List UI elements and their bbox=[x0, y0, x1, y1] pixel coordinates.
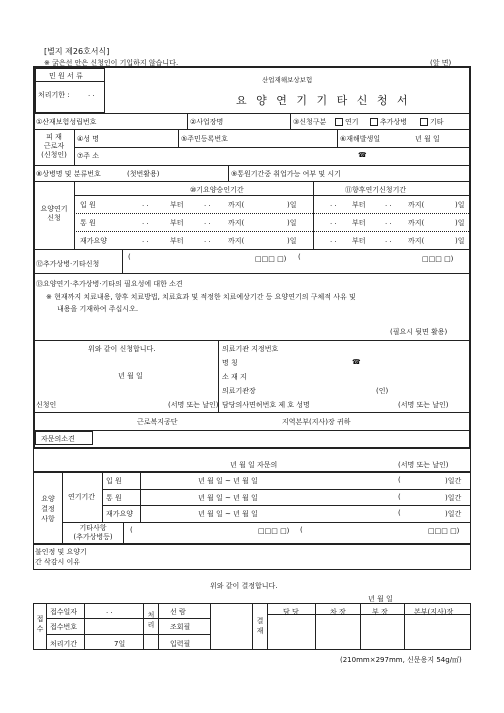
form-title: 요 양 연 기 기 타 신 청 서 bbox=[236, 94, 411, 107]
recipient-org: 근로복지공단 bbox=[137, 418, 178, 426]
decision-row-period: 년 월 일 ~ 년 월 일 bbox=[198, 494, 258, 502]
field-application-type: ③신청구분 bbox=[293, 118, 327, 126]
extension-section-label: 요양연기 신청 bbox=[40, 205, 68, 222]
decision-period-label: 연기기간 bbox=[68, 493, 96, 501]
option-additional[interactable]: 추가상병 bbox=[368, 117, 407, 127]
advisory-date: 년 월 일 자문의 bbox=[230, 461, 278, 469]
inst-address: 소 재 지 bbox=[222, 373, 247, 381]
checkbox-icon bbox=[420, 118, 428, 126]
extension-row-label: 입 원 bbox=[80, 201, 96, 209]
field-workplace-name: ②사업장명 bbox=[190, 118, 224, 126]
requested-from-unit: 부터 bbox=[352, 201, 366, 209]
field-name: ④성 명 bbox=[77, 135, 100, 143]
route-label: 선 람 bbox=[170, 608, 186, 616]
necessity-desc-2: 내용을 기재하여 주십시오. bbox=[57, 305, 139, 313]
additional-entry-1: ( bbox=[128, 253, 131, 261]
approved-from-date: . . bbox=[142, 236, 149, 244]
side-label: (앞 면) bbox=[430, 59, 452, 67]
accident-date-value: 년 월 일 bbox=[415, 135, 440, 143]
rejection-box bbox=[33, 544, 471, 570]
approval-label: 결 재 bbox=[256, 617, 264, 635]
approval-col-4: 본부(지사)장 bbox=[414, 608, 454, 616]
decision-other-code-2: □□□ □) bbox=[428, 527, 460, 535]
requested-days: )일 bbox=[455, 201, 465, 209]
paper-size-note: (210mm×297mm, 신문용지 54g/㎡) bbox=[340, 656, 462, 664]
deadline-label: 처리기한 : bbox=[38, 91, 70, 99]
input-label: 입력필 bbox=[170, 640, 191, 648]
receipt-period-label: 처리기간 bbox=[50, 640, 78, 648]
field-necessity: ⑬요양연기·추가상병·기타의 필요성에 대한 소견 bbox=[36, 280, 183, 288]
decision-other-2: ( bbox=[300, 526, 303, 534]
checkbox-icon bbox=[335, 118, 343, 126]
approved-from-unit: 부터 bbox=[170, 237, 184, 245]
requested-days: )일 bbox=[455, 219, 465, 227]
recipient-title: 지역본부(지사)장 귀하 bbox=[282, 418, 351, 426]
applicant-label: 신청인 bbox=[36, 401, 57, 409]
final-statement: 위와 같이 결정합니다. bbox=[210, 582, 278, 590]
header-note: ※ 굵은선 안은 신청인이 기입하지 않습니다. bbox=[44, 59, 179, 67]
approved-from-date: . . bbox=[142, 218, 149, 226]
field-work-possible: ⑨통원기간중 취업가능 여부 및 시기 bbox=[231, 170, 341, 178]
decision-row-period: 년 월 일 ~ 년 월 일 bbox=[198, 510, 258, 518]
review-label: 조회필 bbox=[170, 623, 191, 631]
extension-row-label: 통 원 bbox=[80, 219, 96, 227]
receipt-period-value: 7일 bbox=[114, 640, 126, 648]
extension-row-label: 재가요양 bbox=[80, 237, 108, 245]
decision-other-1: ( bbox=[130, 526, 133, 534]
advisory-sign: (서명 또는 날인) bbox=[398, 461, 449, 469]
form-number: [별지 제26호서식] bbox=[44, 47, 110, 56]
option-extension[interactable]: 연기 bbox=[333, 117, 359, 127]
doctor-license: 담당의사면허번호 제 호 성명 bbox=[222, 401, 310, 409]
approved-days: )일 bbox=[287, 237, 297, 245]
requested-period-header: ⑪향후연기신청기간 bbox=[345, 186, 407, 194]
inst-name: 명 칭 bbox=[222, 359, 238, 367]
field-insurance-no: ①산재보험성립번호 bbox=[36, 118, 97, 126]
phone-icon: ☎ bbox=[358, 151, 367, 159]
requested-days: )일 bbox=[455, 237, 465, 245]
form-subtitle: 산업재해보상보험 bbox=[262, 76, 313, 84]
requested-to-date: . . bbox=[385, 236, 392, 244]
inst-director: 의료기관장 bbox=[222, 387, 256, 395]
decision-row-label: 통 원 bbox=[106, 494, 122, 502]
approved-days: )일 bbox=[287, 219, 297, 227]
necessity-desc-1: ※ 현재까지 치료내용, 향후 치료방법, 치료효과 및 적정한 치료예상기간 등 요양연기의 구체적 사유 및 bbox=[46, 293, 356, 301]
requested-to-unit: 까지( bbox=[408, 237, 425, 245]
applicant-sign: (서명 또는 날인) bbox=[168, 401, 219, 409]
receipt-date-label: 접수일자 bbox=[50, 608, 78, 616]
decision-other-code-1: □□□ □) bbox=[258, 527, 290, 535]
decision-row-days-unit: )일간 bbox=[445, 477, 462, 485]
process-label: 처 리 bbox=[147, 611, 155, 629]
deadline-value: . . bbox=[88, 90, 95, 98]
decision-row-days-unit: )일간 bbox=[445, 510, 462, 518]
approved-days: )일 bbox=[287, 201, 297, 209]
director-seal: (인) bbox=[376, 387, 389, 395]
decision-other-label: 기타사항 (추가상병등) bbox=[73, 524, 113, 541]
rejection-label: 불인정 및 요양기 간 삭감시 이유 bbox=[35, 548, 87, 566]
injury-note: (첫번활용) bbox=[127, 170, 160, 178]
approved-period-header: ⑩기요양승인기간 bbox=[190, 186, 244, 194]
field-accident-date: ⑥재해발생일 bbox=[340, 135, 381, 143]
decision-row-days: ( bbox=[398, 476, 401, 484]
approved-from-unit: 부터 bbox=[170, 201, 184, 209]
worker-section-label: 피 재 근로자 (신청인) bbox=[41, 133, 67, 159]
approved-to-unit: 까지( bbox=[228, 219, 245, 227]
approval-col-1: 담 당 bbox=[283, 608, 299, 616]
requested-from-date: . . bbox=[330, 218, 337, 226]
receipt-date-value: . . bbox=[106, 607, 113, 615]
requested-from-date: . . bbox=[330, 236, 337, 244]
receipt-section-label: 접 수 bbox=[36, 615, 44, 633]
civil-doc-label: 민 원 서 류 bbox=[49, 72, 83, 80]
inst-number: 의료기관 지정번호 bbox=[222, 345, 279, 353]
approved-to-unit: 까지( bbox=[228, 201, 245, 209]
approval-col-3: 부 장 bbox=[372, 608, 388, 616]
approved-from-date: . . bbox=[142, 200, 149, 208]
apply-date: 년 월 일 bbox=[118, 372, 143, 380]
approved-to-date: . . bbox=[204, 236, 211, 244]
final-date: 년 월 일 bbox=[368, 595, 393, 603]
requested-from-unit: 부터 bbox=[352, 237, 366, 245]
decision-row-period: 년 월 일 ~ 년 월 일 bbox=[198, 477, 258, 485]
approval-col-2: 차 장 bbox=[330, 608, 346, 616]
checkbox-icon bbox=[370, 118, 378, 126]
decision-row-label: 재가요양 bbox=[106, 510, 134, 518]
receipt-number-label: 접수번호 bbox=[50, 623, 78, 631]
field-address: ⑦주 소 bbox=[77, 152, 100, 160]
additional-entry-2: ( bbox=[298, 253, 301, 261]
apply-statement: 위와 같이 신청합니다. bbox=[88, 345, 156, 353]
decision-row-days-unit: )일간 bbox=[445, 494, 462, 502]
doctor-sign: (서명 또는 날인) bbox=[398, 401, 449, 409]
requested-from-unit: 부터 bbox=[352, 219, 366, 227]
inst-phone-icon: ☎ bbox=[352, 358, 361, 366]
field-resident-no: ⑤주민등록번호 bbox=[181, 135, 228, 143]
requested-to-date: . . bbox=[385, 200, 392, 208]
additional-code-1: □□□ □) bbox=[255, 255, 287, 263]
decision-row-days: ( bbox=[398, 509, 401, 517]
decision-section-label: 요양 결정 사항 bbox=[41, 495, 55, 523]
requested-from-date: . . bbox=[330, 200, 337, 208]
approved-from-unit: 부터 bbox=[170, 219, 184, 227]
option-other[interactable]: 기타 bbox=[418, 117, 444, 127]
decision-row-days: ( bbox=[398, 493, 401, 501]
approved-to-date: . . bbox=[204, 200, 211, 208]
approved-to-date: . . bbox=[204, 218, 211, 226]
decision-row-label: 입 원 bbox=[106, 477, 122, 485]
requested-to-unit: 까지( bbox=[408, 201, 425, 209]
necessity-note: (필요시 뒷면 활용) bbox=[390, 328, 448, 336]
requested-to-unit: 까지( bbox=[408, 219, 425, 227]
field-additional: ⑫추가상병·기타신청 bbox=[36, 260, 100, 268]
requested-to-date: . . bbox=[385, 218, 392, 226]
additional-code-2: □□□ □) bbox=[422, 255, 454, 263]
advisory-label: 자문의소견 bbox=[41, 435, 75, 443]
approved-to-unit: 까지( bbox=[228, 237, 245, 245]
field-injury: ⑧상병명 및 분류번호 bbox=[36, 170, 101, 178]
